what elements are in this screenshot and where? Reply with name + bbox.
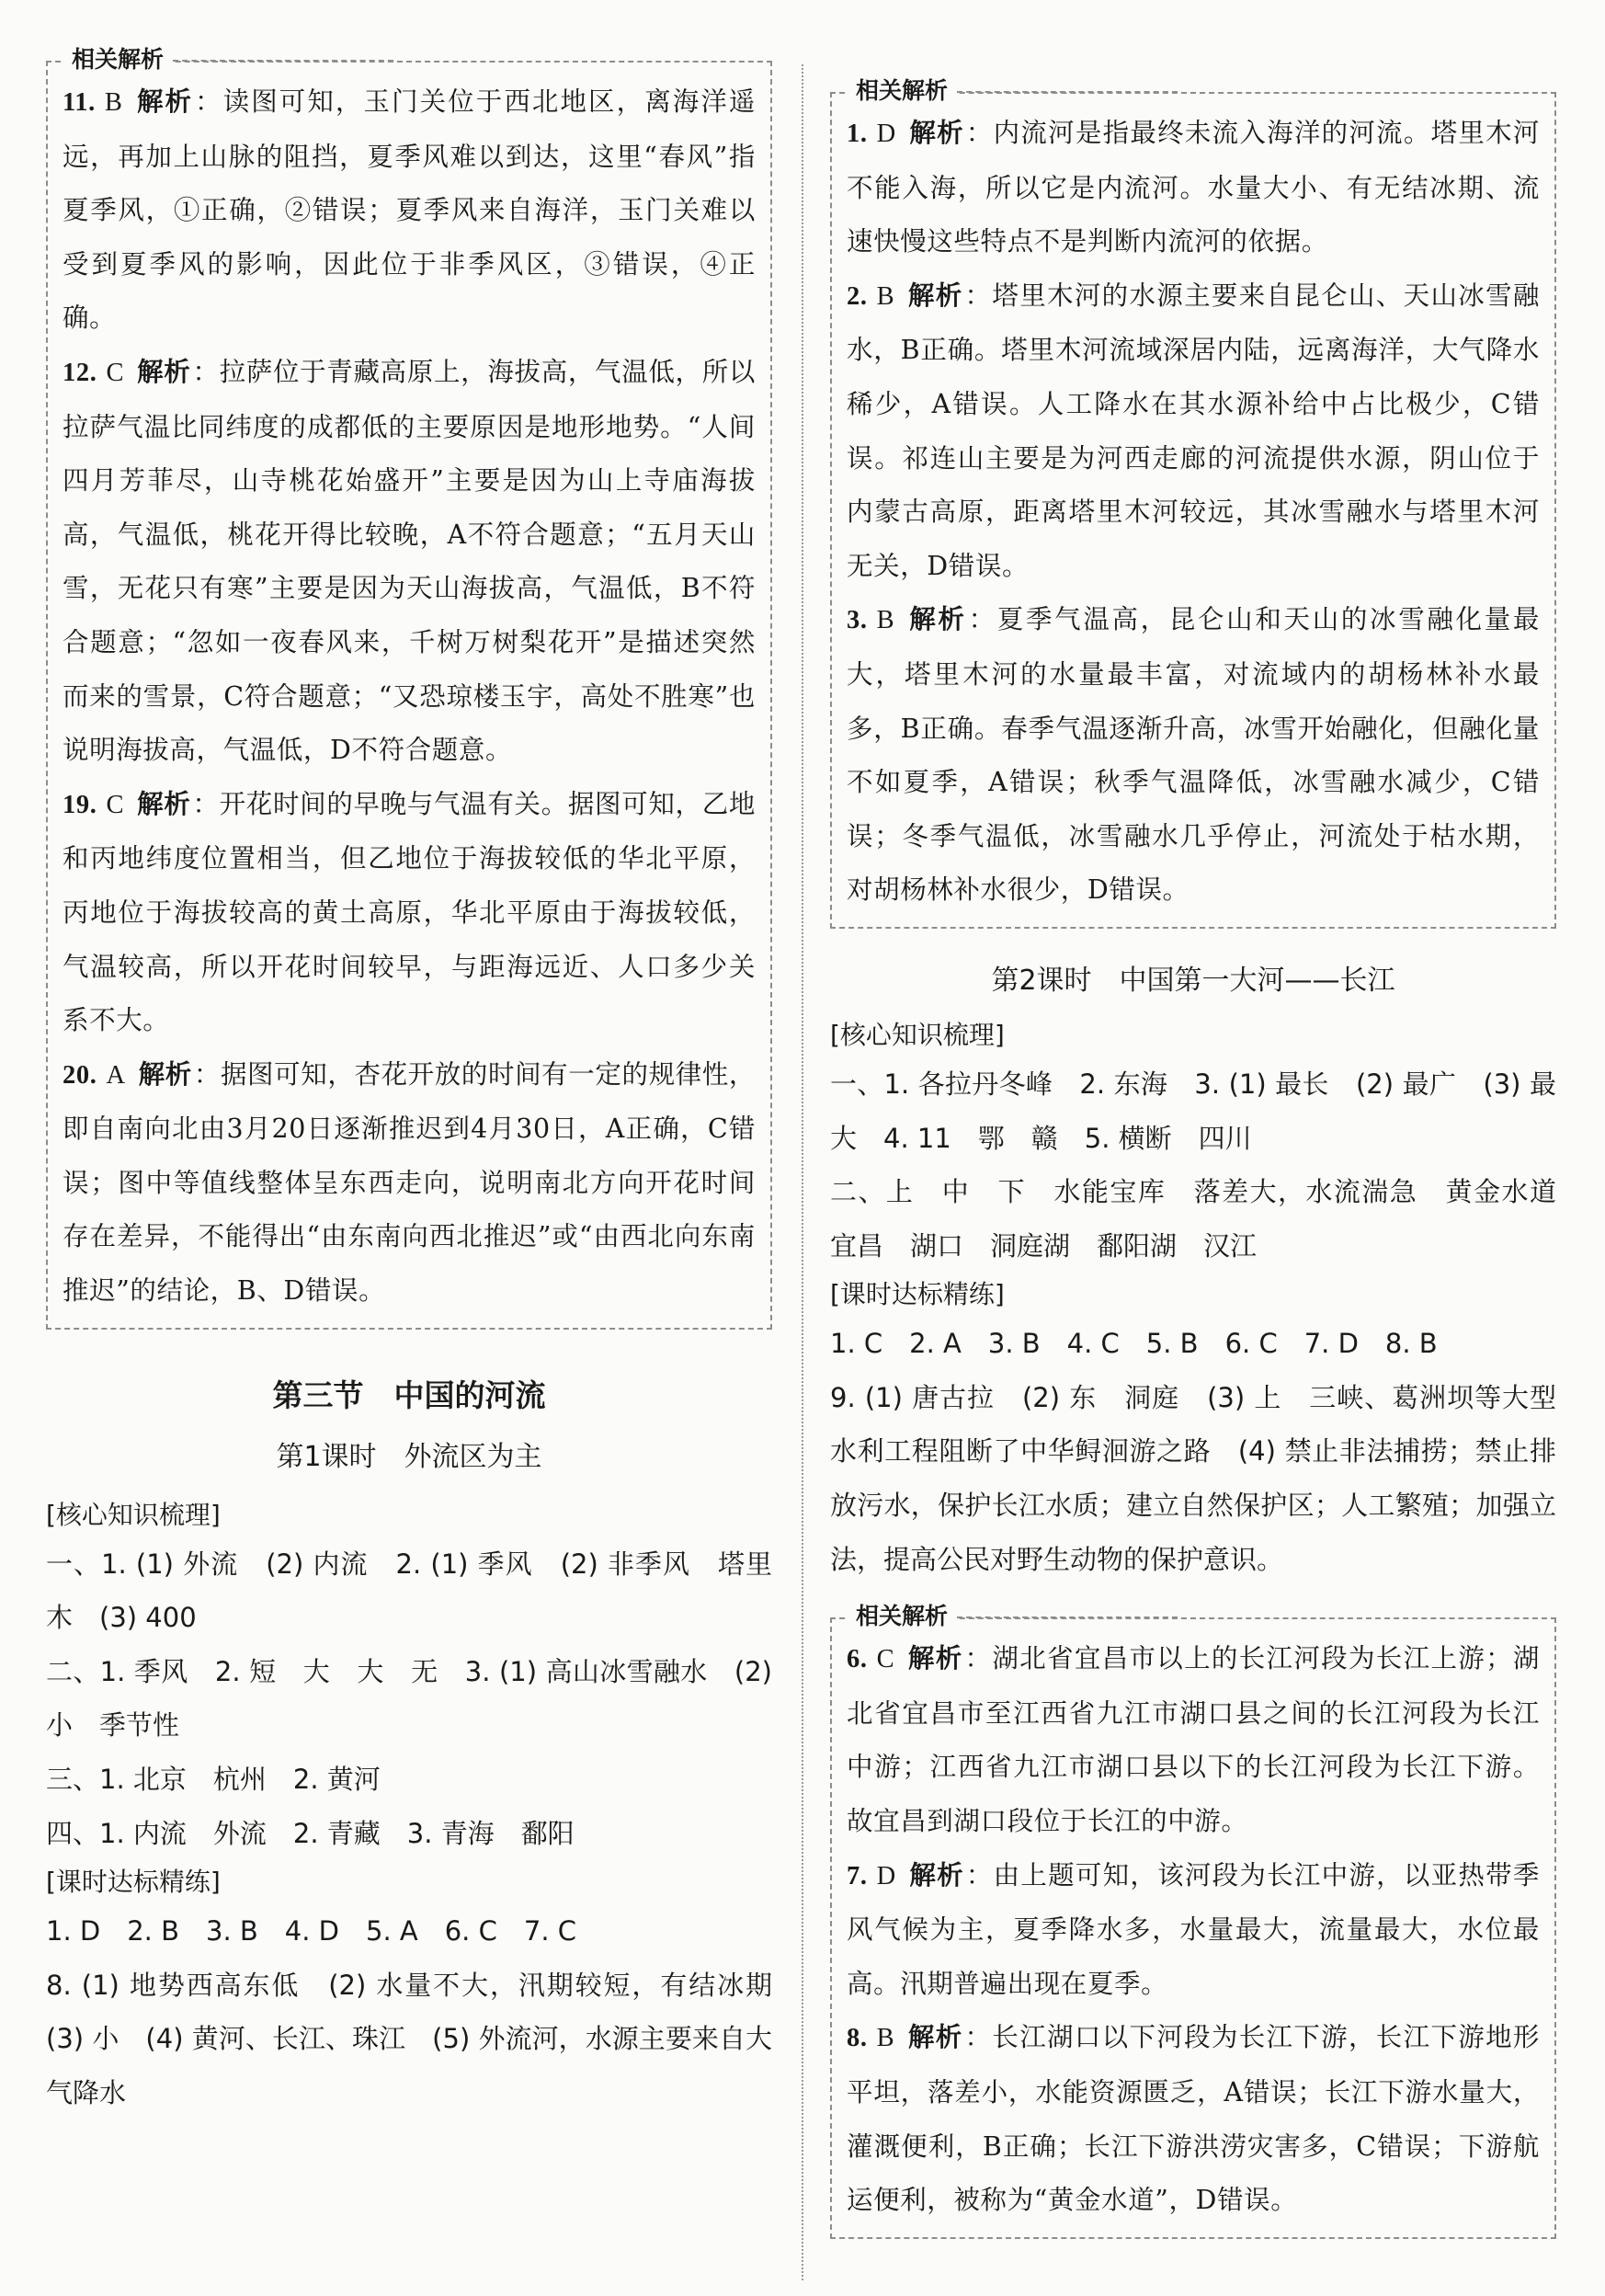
related-analysis-box-right-2 (830, 1603, 1556, 2239)
analysis-item-11: 11. B 解析：读图可知，玉门关位于西北地区，离海洋遥远，再加上山脉的阻挡，夏季风难以到达，这里“春风”指夏季风，①正确，②错误；夏季风来自海洋，玉门关难以受到夏季风的影响，因此位于非季风区，③错误，④正确。 (63, 86, 756, 334)
practice-line: 9. (1) 唐古拉 (2) 东 洞庭 (3) 上 三峡、葛洲坝等大型水利工程阻断了中华鲟洄游之路 (4) 禁止非法捕捞；禁止排放污水，保护长江水质；建立自然保护区；人工繁殖；加强立法，提高公民对野生动物的保护意识。 (830, 1381, 1556, 1575)
analysis-item-8: 8. B 解析：长江湖口以下河段为长江下游，长江下游地形平坦，落差小，水能资源匮乏，A错误；长江下游水量大，灌溉便利，B正确；长江下游洪涝灾害多，C错误；下游航运便利，被称为“黄金水道”，D错误。 (847, 2022, 1540, 2216)
right-column (830, 0, 1584, 2239)
practice-line: 1. D 2. B 3. B 4. D 5. A 6. C 7. C (46, 1915, 576, 1948)
practice-tag: [课时达标精练] (46, 1867, 221, 1898)
core-knowledge-tag: [核心知识梳理] (830, 1019, 1005, 1050)
practice-tag: [课时达标精练] (830, 1279, 1005, 1310)
box-label: 相关解析 (847, 75, 957, 107)
analysis-item-20: 20. A 解析：据图可知，杏花开放的时间有一定的规律性，即自南向北由3月20日逐渐推迟到4月30日，A正确，C错误；图中等值线整体呈东西走向，说明南北方向开花时间存在差异，不能得出“由东南向西北推迟”或“由西北向东南推迟”的结论，B、D错误。 (63, 1058, 756, 1307)
box-label: 相关解析 (63, 44, 173, 75)
core-line: 三、1. 北京 杭州 2. 黄河 (46, 1764, 381, 1796)
analysis-item-19: 19. C 解析：开花时间的早晚与气温有关。据图可知，乙地和丙地纬度位置相当，但乙地位于海拔较低的华北平原，丙地位于海拔较高的黄土高原，华北平原由于海拔较低，气温较高，所以开花时间较早，与距海远近、人口多少关系不大。 (63, 788, 756, 1036)
core-line: 二、1. 季风 2. 短 大 大 无 3. (1) 高山冰雪融水 (2) 小 季节性 (46, 1655, 772, 1742)
core-line: 一、1. (1) 外流 (2) 内流 2. (1) 季风 (2) 非季风 塔里木 (3) 400 (46, 1548, 772, 1634)
analysis-item-12: 12. C 解析：拉萨位于青藏高原上，海拔高，气温低，所以拉萨气温比同纬度的成都低的主要原因是地形地势。“人间四月芳菲尽，山寺桃花始盛开”主要是因为山上寺庙海拔高，气温低，桃花开得比较晚，A不符合题意；“五月天山雪，无花只有寒”主要是因为天山海拔高，气温低，B不符合题意；“忽如一夜春风来，千树万树梨花开”是描述突然而来的雪景，C符合题意；“又恐琼楼玉宇，高处不胜寒”也说明海拔高，气温低，D不符合题意。 (63, 356, 756, 766)
left-column (46, 0, 800, 2120)
practice-line: 1. C 2. A 3. B 4. C 5. B 6. C 7. D 8. B (830, 1328, 1438, 1360)
core-line: 二、上 中 下 水能宝库 落差大，水流湍急 黄金水道 宜昌 湖口 洞庭湖 鄱阳湖 汉江 (830, 1176, 1584, 1262)
core-knowledge-tag: [核心知识梳理] (46, 1499, 221, 1530)
practice-line: 8. (1) 地势西高东低 (2) 水量不大，汛期较短，有结冰期 (3) 小 (4) 黄河、长江、珠江 (5) 外流河，水源主要来自大气降水 (46, 1969, 800, 2108)
box-label: 相关解析 (847, 1601, 957, 1632)
related-analysis-box-left (46, 46, 772, 1330)
analysis-item-2: 2. B 解析：塔里木河的水源主要来自昆仑山、天山冰雪融水，B正确。塔里木河流域深居内陆，远离海洋，大气降水稀少，A错误。人工降水在其水源补给中占比极少，C错误。祁连山主要是为河西走廊的河流提供水源，阴山位于内蒙古高原，距离塔里木河较远，其冰雪融水与塔里木河无关，D错误。 (847, 280, 1540, 581)
analysis-item-1: 1. D 解析：内流河是指最终未流入海洋的河流。塔里木河不能入海，所以它是内流河。水量大小、有无结冰期、流速快慢这些特点不是判断内流河的依据。 (847, 118, 1540, 257)
column-divider (802, 64, 803, 2280)
analysis-item-3: 3. B 解析：夏季气温高，昆仑山和天山的冰雪融化量最大，塔里木河的水量最丰富，对流域内的胡杨林补水最多，B正确。春季气温逐渐升高，冰雪开始融化，但融化量不如夏季，A错误；秋季气温降低，冰雪融水减少，C错误；冬季气温低，冰雪融水几乎停止，河流处于枯水期，对胡杨林补水很少，D错误。 (847, 604, 1541, 906)
analysis-item-7: 7. D 解析：由上题可知，该河段为长江中游，以亚热带季风气候为主，夏季降水多，水量最大，流量最大，水位最高。汛期普遍出现在夏季。 (847, 1859, 1540, 1999)
core-line: 四、1. 内流 外流 2. 青藏 3. 青海 鄱阳 (46, 1817, 575, 1849)
analysis-item-6: 6. C 解析：湖北省宜昌市以上的长江河段为长江上游；湖北省宜昌市至江西省九江市湖口县之间的长江河段为长江中游；江西省九江市湖口县以下的长江河段为长江下游。故宜昌到湖口段位于长江的中游。 (847, 1643, 1540, 1837)
section-title: 第三节 中国的河流 (272, 1376, 546, 1413)
lesson-title-2: 第2课时 中国第一大河——长江 (991, 964, 1395, 997)
lesson-title-1: 第1课时 外流区为主 (276, 1440, 542, 1473)
related-analysis-box-right-1 (830, 77, 1556, 929)
core-line: 一、1. 各拉丹冬峰 2. 东海 3. (1) 最长 (2) 最广 (3) 最大 4. 11 鄂 赣 5. 横断 四川 (830, 1068, 1556, 1154)
